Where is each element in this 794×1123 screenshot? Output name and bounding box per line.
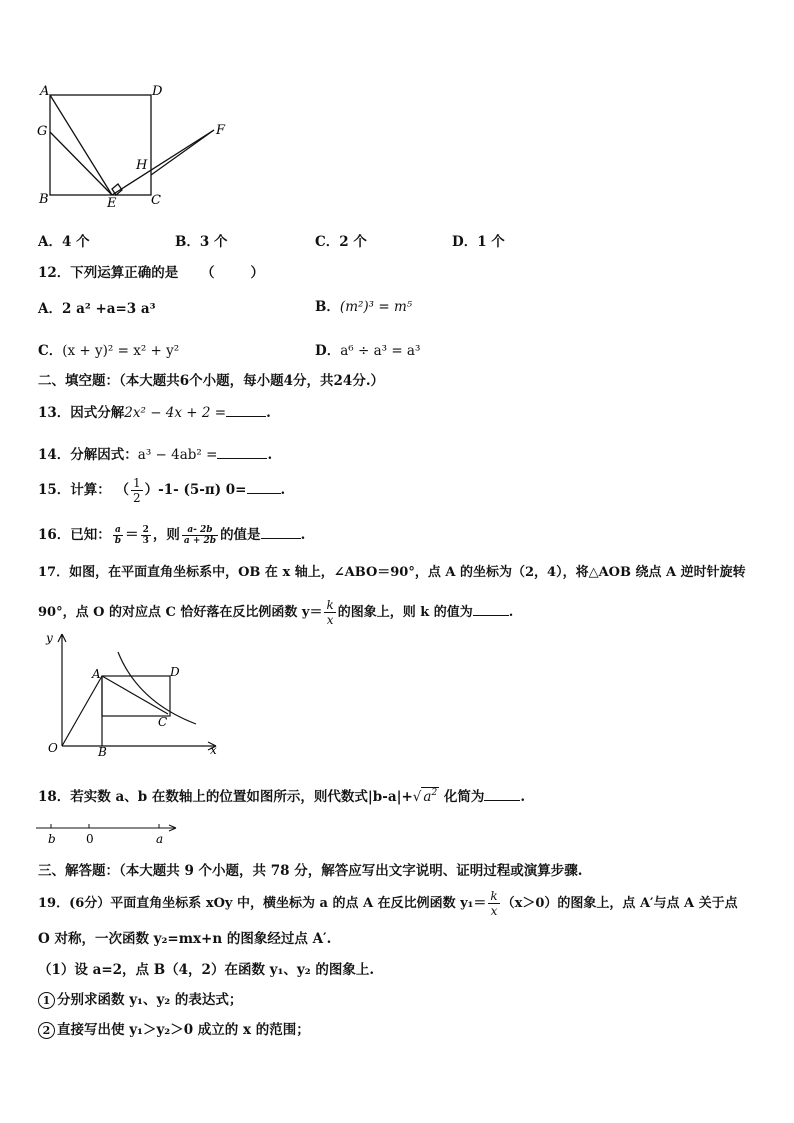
section-3-heading: 三、解答题：（本大题共 9 个小题，共 78 分，解答应写出文字说明、证明过程或演算步骤.	[38, 863, 583, 879]
fig17-label-y: y	[46, 631, 53, 645]
q19-fraction-k-over-x: $\frac{k}{x}$	[490, 889, 498, 918]
q11-option-d: D．1 个	[452, 234, 505, 250]
fig11-label-f: F	[216, 123, 226, 138]
q13-expr: 2x² − 4x + 2 =	[124, 405, 227, 421]
q15-expr-tail: -1- (5-π) 0=	[158, 482, 247, 498]
q12-option-c: C．(x + y)² = x² + y²	[38, 343, 180, 359]
fig17-label-x: x	[210, 743, 217, 756]
q17-line-1: 17．如图，在平面直角坐标系中，OB 在 x 轴上，∠ABO＝90°，点 A 的坐标为（2，4），将△AOB 绕点 A 逆时针旋转	[38, 565, 746, 580]
q12-option-c-expr: (x + y)² = x² + y²	[62, 343, 180, 359]
q16-fraction-2-over-3: $\frac{2}{3}$	[142, 525, 149, 546]
q17-fraction-k-over-x: $\frac{k}{x}$	[326, 598, 334, 627]
section-2-heading: 二、填空题：（本大题共6个小题，每小题4分，共24分.）	[38, 373, 385, 389]
fig17-label-d: D	[170, 665, 180, 679]
q15-close-paren: ）	[144, 482, 159, 498]
q13-answer-blank[interactable]	[226, 416, 266, 417]
number-line	[36, 818, 181, 848]
q11-option-a: A．4 个	[38, 234, 90, 250]
q16-fraction-expr: $\frac{a- 2b}{a + 2b}$	[183, 525, 217, 546]
q17-line-2: 90°，点 O 的对应点 C 恰好落在反比例函数 y＝ $\frac{k}{x}$ 的图象上，则 k 的值为 .	[38, 598, 514, 627]
geometry-figure-square	[30, 80, 240, 210]
coordinate-figure	[36, 628, 226, 756]
q18-answer-blank[interactable]	[484, 800, 520, 801]
q11-option-b: B．3 个	[175, 234, 228, 250]
q13: 13．因式分解2x² − 4x + 2 = .	[38, 405, 271, 421]
q19-line-3: （1）设 a=2，点 B（4，2）在函数 y₁、y₂ 的图象上.	[38, 962, 375, 978]
fig11-label-g: G	[37, 124, 48, 139]
q12-stem-text: 12．下列运算正确的是	[38, 265, 179, 281]
fig17-label-b: B	[98, 745, 107, 756]
q17-answer-blank[interactable]	[473, 615, 509, 616]
q15: 15．计算： （ $\frac{1}{2}$ ）-1- (5-π) 0= .	[38, 476, 286, 505]
q19-line-2: O 对称，一次函数 y₂=mx+n 的图象经过点 A′.	[38, 931, 332, 947]
q15-fraction: $\frac{1}{2}$	[133, 476, 141, 505]
q15-open-paren: （	[115, 482, 129, 498]
q16-fraction-a-over-b: $\frac{a}{b}$	[114, 525, 122, 546]
fig11-label-c: C	[151, 193, 161, 208]
q12-option-b: B．(m²)³ = m⁵	[315, 299, 413, 315]
q14-answer-blank[interactable]	[217, 458, 267, 459]
q12-option-d-expr: a⁶ ÷ a³ = a³	[340, 343, 421, 359]
q12-stem	[38, 261, 264, 281]
fig11-label-e: E	[107, 196, 117, 210]
q16-answer-blank[interactable]	[261, 538, 301, 539]
q14-expr: a³ − 4ab² =	[137, 447, 218, 463]
q15-answer-blank[interactable]	[247, 493, 281, 494]
q16: 16．已知： $\frac{a}{b}$ ＝ $\frac{2}{3}$ ，则 $\frac{a- 2b}{a + 2b}$ 的值是 .	[38, 525, 306, 546]
fig17-label-c: C	[158, 715, 168, 729]
q11-option-c: C．2 个	[315, 234, 367, 250]
circled-number-1: 1	[38, 992, 55, 1009]
q19-item-2: 2 直接写出使 y₁＞y₂＞0 成立的 x 的范围；	[38, 1018, 310, 1039]
q12-option-a-expr: 2 a² +a=3 a³	[61, 301, 156, 317]
q19-line-1: 19．(6分）平面直角坐标系 xOy 中，横坐标为 a 的点 A 在反比例函数 y₁＝ $\frac{k}{x}$ （x＞0）的图象上，点 A′与点 A 关于点	[38, 889, 738, 918]
numline-label-0: 0	[86, 832, 94, 846]
fig17-label-o: O	[48, 741, 58, 755]
fig11-label-b: B	[39, 192, 49, 207]
q19-item-1: 1 分别求函数 y₁、y₂ 的表达式；	[38, 988, 242, 1009]
numline-label-a: a	[156, 832, 164, 846]
fig11-label-d: D	[152, 84, 163, 99]
answer-paren: （ ）	[201, 265, 264, 281]
numline-label-b: b	[48, 832, 56, 846]
circled-number-2: 2	[38, 1022, 55, 1039]
fig17-label-a: A	[92, 667, 101, 681]
fig11-label-h: H	[136, 158, 148, 173]
q12-option-b-expr: (m²)³ = m⁵	[339, 299, 413, 315]
q14: 14．分解因式：a³ − 4ab² = .	[38, 447, 273, 463]
fig11-label-a: A	[40, 84, 50, 99]
q12-option-d: D．a⁶ ÷ a³ = a³	[315, 343, 421, 359]
q18: 18．若实数 a、b 在数轴上的位置如图所示，则代数式|b-a|+√ $a^2$ 化简为 .	[38, 788, 526, 805]
q18-sqrt: √ $a^2$	[412, 788, 438, 805]
q12-option-a: A．2 a² +a=3 a³	[38, 301, 156, 317]
